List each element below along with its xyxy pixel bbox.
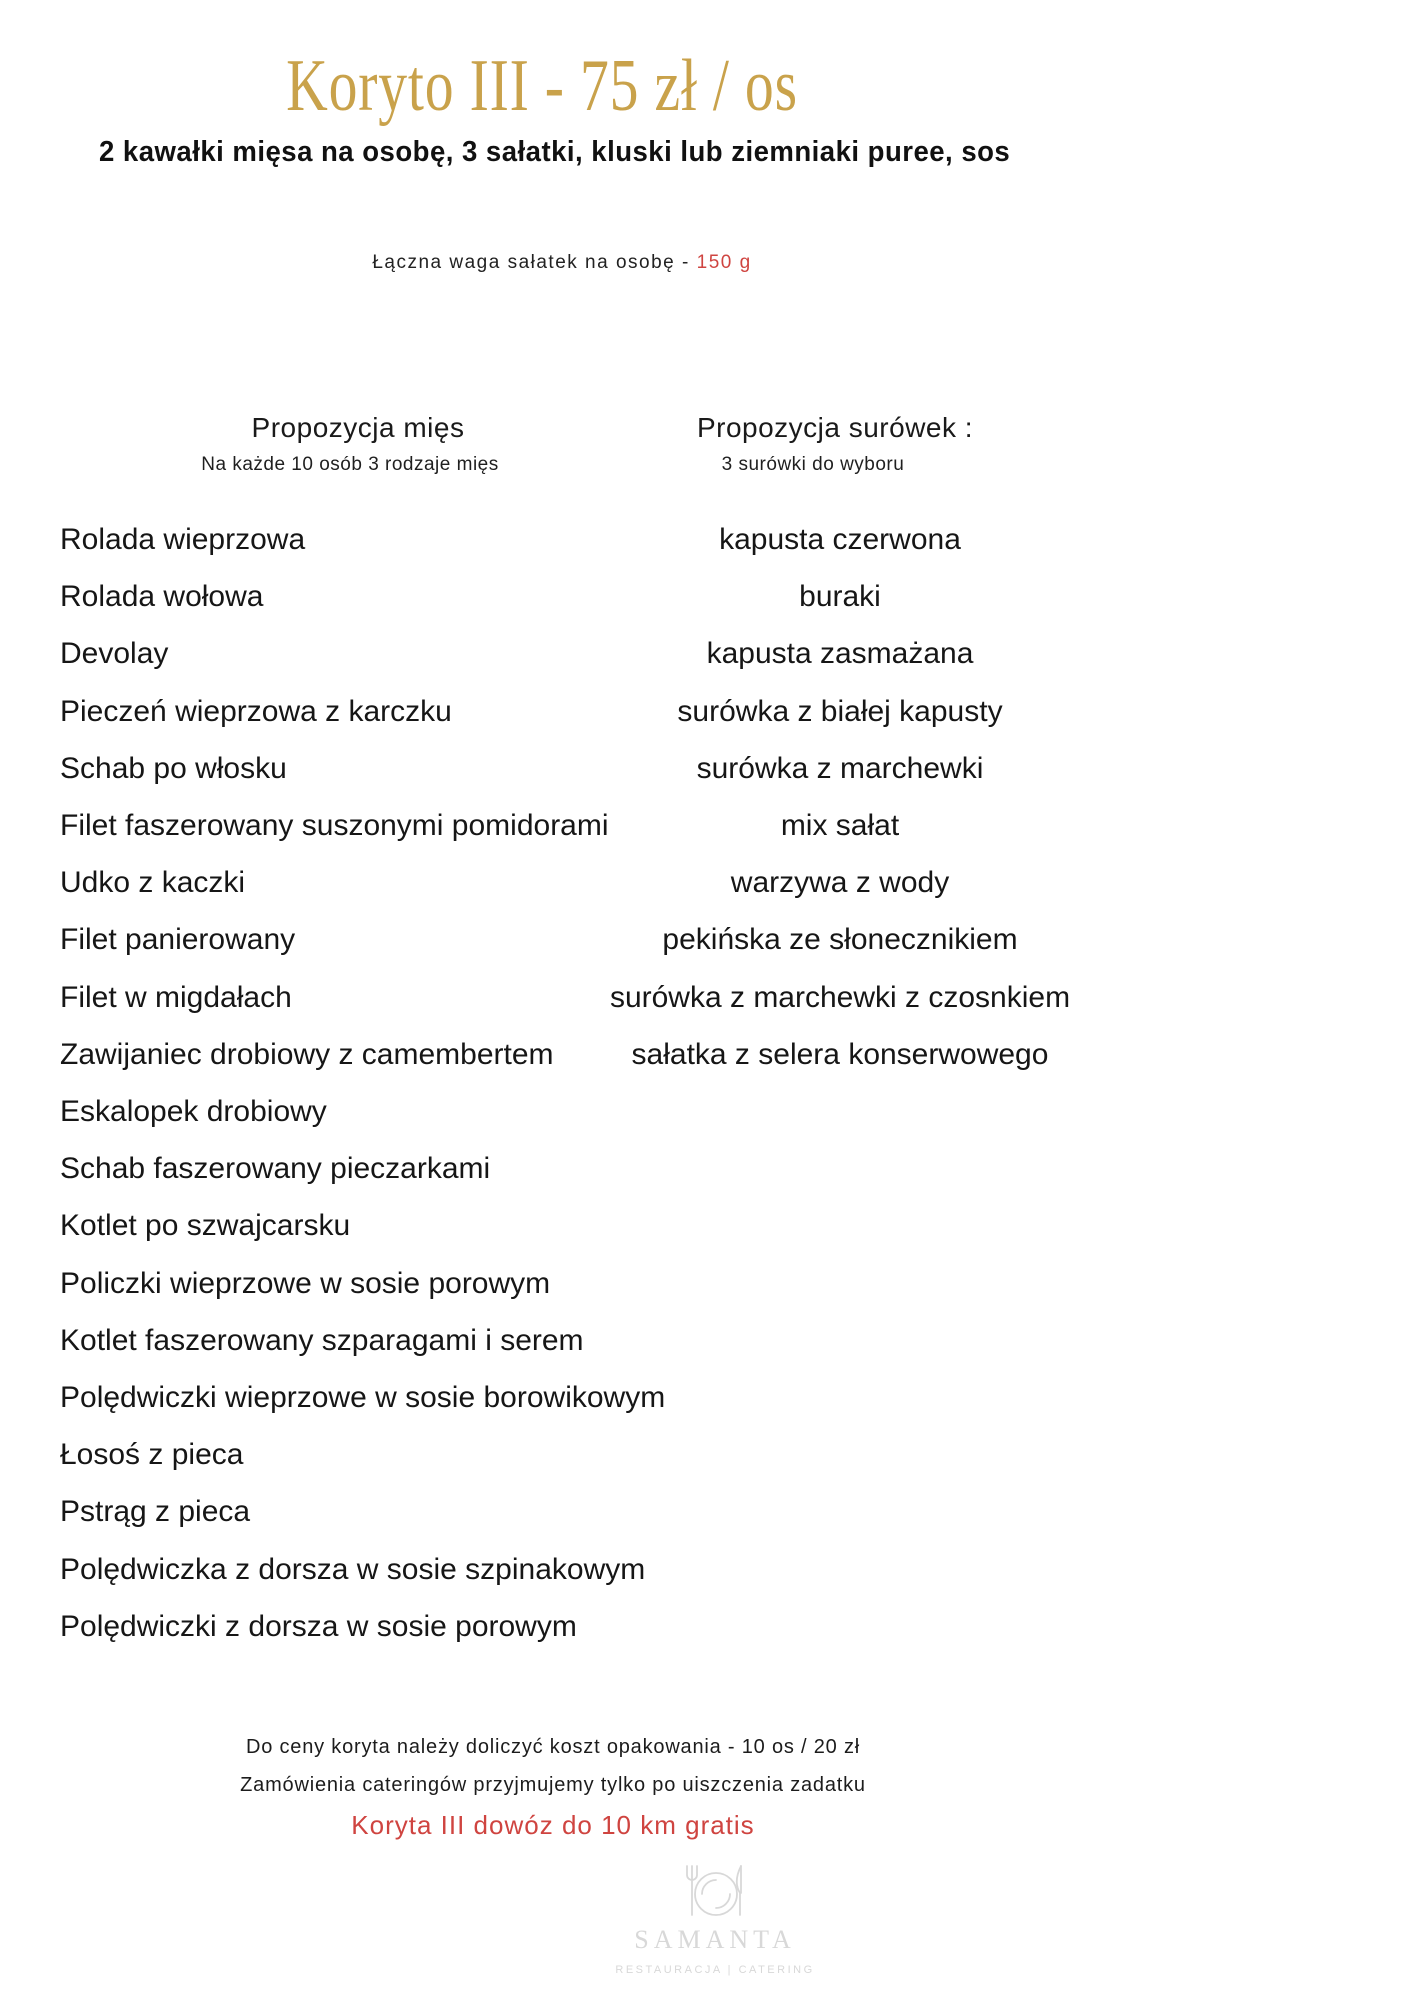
salads-list (555, 511, 1125, 1083)
salad-menu-item: kapusta zasmażana (706, 637, 974, 671)
weight-note (0, 252, 1124, 274)
salads-column-header: Propozycja surówek : (696, 412, 974, 443)
meats-column-subheader: Na każde 10 osób 3 rodzaje mięs (201, 454, 499, 475)
salad-menu-item: warzywa z wody (730, 866, 950, 900)
salad-menu-item: mix sałat (780, 809, 900, 843)
footer-delivery-highlight: Koryta III dowóz do 10 km gratis (351, 1810, 755, 1840)
meat-menu-item: Filet w migdałach (60, 980, 292, 1014)
meat-menu-item: Łosoś z pieca (60, 1438, 244, 1472)
logo-name: SAMANTA (634, 1925, 796, 1954)
weight-note-text: Łączna waga sałatek na osobę - (372, 252, 697, 273)
weight-note-value: 150 g (696, 252, 752, 273)
fork-plate-knife-icon (683, 1864, 747, 1918)
page-title-row (0, 44, 1084, 129)
salad-menu-item: surówka z marchewki (696, 751, 984, 785)
page-subtitle: 2 kawałki mięsa na osobę, 3 sałatki, kluski lub ziemniaki puree, sos (99, 136, 1011, 168)
page-subtitle-row (0, 136, 1110, 169)
meat-menu-item: Pstrąg z pieca (60, 1495, 251, 1529)
meat-menu-item: Pieczeń wieprzowa z karczku (60, 694, 452, 728)
salad-menu-item: pekińska ze słonecznikiem (662, 923, 1018, 957)
meat-menu-item: Zawijaniec drobiowy z camembertem (60, 1037, 554, 1071)
footer-deposit-note: Zamówienia cateringów przyjmujemy tylko po uiszczenia zadatku (240, 1774, 866, 1796)
meat-menu-item: Eskalopek drobiowy (60, 1095, 327, 1129)
meat-menu-item: Rolada wołowa (60, 580, 264, 614)
footer-packaging-note: Do ceny koryta należy doliczyć koszt opakowania - 10 os / 20 zł (245, 1736, 860, 1758)
salad-menu-item: kapusta czerwona (719, 523, 961, 556)
meat-menu-item: Polędwiczki wieprzowe w sosie borowikowym (60, 1381, 666, 1415)
salad-menu-item: surówka z białej kapusty (677, 694, 1003, 728)
meat-menu-item: Devolay (60, 637, 169, 671)
meat-menu-item: Policzki wieprzowe w sosie porowym (60, 1266, 551, 1300)
meat-menu-item: Filet faszerowany suszonymi pomidorami (60, 809, 609, 843)
salad-menu-item: sałatka z selera konserwowego (631, 1037, 1049, 1071)
meat-menu-item: Rolada wieprzowa (60, 523, 306, 556)
page-title: Koryto III - 75 zł / os (286, 45, 798, 127)
meat-menu-item: Schab faszerowany pieczarkami (60, 1152, 491, 1186)
meat-menu-item: Filet panierowany (60, 923, 296, 957)
meat-menu-item: Kotlet po szwajcarsku (60, 1209, 351, 1243)
salad-menu-item: buraki (799, 580, 881, 614)
restaurant-logo (515, 1864, 915, 1976)
meat-menu-item: Polędwiczka z dorsza w sosie szpinakowym (60, 1552, 646, 1586)
salad-menu-item: surówka z marchewki z czosnkiem (609, 980, 1071, 1014)
meat-menu-item: Polędwiczki z dorsza w sosie porowym (60, 1609, 577, 1643)
meat-menu-item: Udko z kaczki (60, 866, 246, 900)
meat-menu-item: Schab po włosku (60, 751, 287, 785)
meat-menu-item: Kotlet faszerowany szparagami i serem (60, 1323, 584, 1357)
meats-column-header: Propozycja mięs (251, 412, 465, 443)
salads-column-subheader: 3 surówki do wyboru (721, 454, 905, 475)
logo-tagline: RESTAURACJA | CATERING (615, 1964, 815, 1976)
